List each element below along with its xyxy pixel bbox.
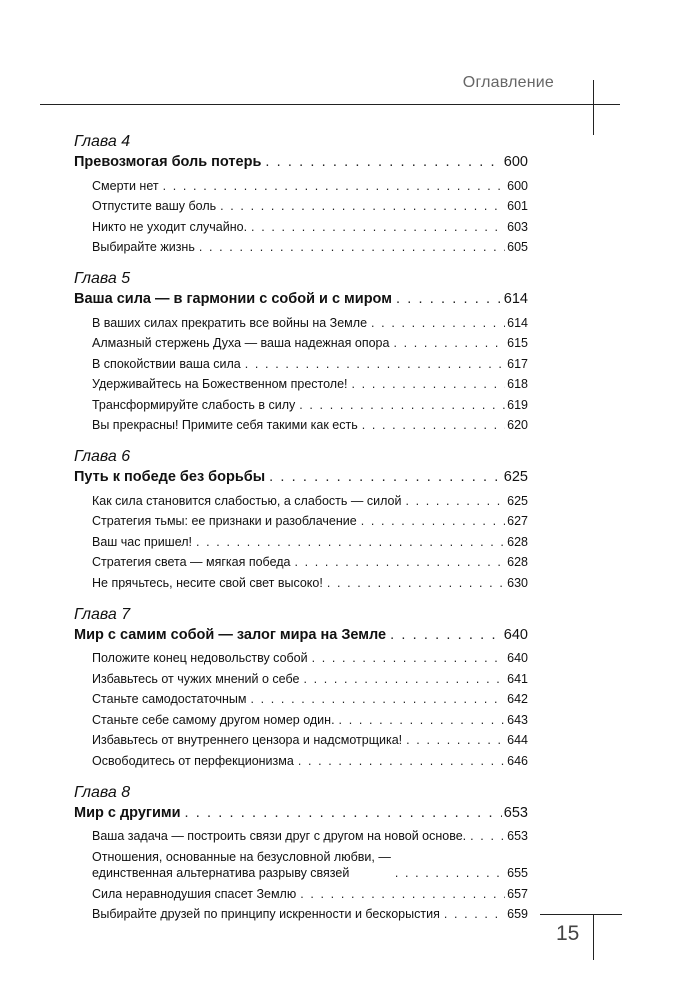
dot-leader (245, 356, 505, 372)
chapter-label: Глава 7 (74, 605, 131, 623)
toc-entry (92, 488, 528, 509)
chapter-label: Глава 4 (74, 133, 131, 150)
toc-entry-title: Выбирайте жизнь (92, 240, 195, 254)
toc-entry (92, 331, 528, 352)
toc-entry (92, 728, 528, 749)
toc-entry-title: Станьте самодостаточным (92, 692, 247, 706)
dot-leader (393, 335, 505, 351)
chapter-title: Мир с другими (74, 804, 181, 821)
toc-entry (92, 310, 528, 331)
running-header-title: Оглавление (462, 74, 554, 91)
dot-leader (327, 575, 505, 591)
toc-entry-page-number: 641 (507, 671, 528, 686)
toc-entry-title: Стратегия тьмы: ее признаки и разоблачение (92, 514, 357, 528)
toc-entry (92, 372, 528, 393)
toc-entry-title: Положите конец недовольству собой (92, 651, 308, 665)
toc-entry-page-number: 640 (507, 651, 528, 665)
toc-entry-title: Трансформируйте слабость в силу (92, 397, 296, 412)
dot-leader (269, 466, 502, 488)
toc-entry-page-number: 603 (507, 219, 528, 234)
toc-entry (92, 413, 528, 434)
dot-leader (312, 650, 506, 666)
toc-entry (92, 214, 528, 235)
dot-leader (395, 865, 505, 881)
chapter-page-number: 640 (503, 626, 528, 643)
toc-entry-title: Освободитесь от перфекционизма (92, 753, 294, 768)
header-rule (40, 104, 620, 105)
toc-entry-page-number: 601 (507, 199, 528, 213)
toc-entry (92, 707, 528, 728)
footer-rule (540, 914, 622, 915)
toc-entry-title: Вы прекрасны! Примите себя такими как есть (92, 418, 358, 432)
toc-entry-title: В ваших силах прекратить все войны на Земле (92, 315, 368, 330)
dot-leader (390, 624, 502, 646)
toc-entry-page-number: 614 (507, 315, 528, 330)
toc-entry-page-number: 625 (507, 493, 528, 508)
chapter-title-line (74, 151, 528, 173)
toc-entry-page-number: 628 (507, 534, 528, 549)
toc-entry-page-number: 619 (507, 397, 528, 412)
chapter-title: Превозмогая боль потерь (74, 154, 262, 170)
chapter-label: Глава 6 (74, 448, 131, 465)
dot-leader (362, 417, 505, 433)
toc-entry-title: Удерживайтесь на Божественном престоле! (92, 377, 348, 391)
dot-leader (163, 178, 506, 194)
dot-leader (406, 732, 505, 748)
toc-entry-title: Сила неравнодушия спасет Землю (92, 886, 297, 901)
dot-leader (303, 671, 505, 687)
dot-leader (371, 315, 505, 331)
toc-entry-title: Никто не уходит случайно. (92, 219, 248, 234)
toc-entry-title: Смерти нет (92, 178, 159, 193)
toc-entry (92, 646, 528, 667)
toc-entry-page-number: 620 (507, 418, 528, 432)
table-of-contents (74, 132, 528, 936)
toc-entry (92, 902, 528, 923)
header-vertical-rule (593, 80, 594, 135)
toc-entry-title: В спокойствии ваша сила (92, 356, 241, 371)
chapter-title-line (74, 802, 528, 824)
dot-leader (298, 753, 505, 769)
dot-leader (470, 828, 505, 844)
toc-entry (92, 509, 528, 530)
dot-leader (300, 886, 505, 902)
dot-leader (265, 151, 501, 173)
toc-entry-title: Стратегия света — мягкая победа (92, 555, 291, 569)
dot-leader (299, 397, 505, 413)
dot-leader (339, 712, 506, 728)
dot-leader (396, 288, 502, 310)
toc-entry-page-number: 618 (507, 377, 528, 391)
chapter-page-number: 653 (503, 804, 528, 821)
chapter-page-number: 600 (503, 154, 528, 170)
toc-entry-title: Не прячьтесь, несите свой свет высоко! (92, 575, 323, 590)
chapter-title-line (74, 466, 528, 488)
toc-entry-page-number: 644 (507, 733, 528, 747)
dot-leader (251, 219, 505, 235)
toc-entry (92, 844, 528, 881)
dot-leader (185, 802, 502, 824)
chapter-section (74, 605, 528, 769)
chapter-label: Глава 5 (74, 270, 131, 287)
toc-entry-title: Избавьтесь от чужих мнений о себе (92, 671, 300, 686)
toc-entry-page-number: 628 (507, 555, 528, 569)
dot-leader (405, 493, 505, 509)
toc-entry-title: Избавьтесь от внутреннего цензора и надсмотрщика! (92, 733, 403, 747)
toc-entry-title: Как сила становится слабостью, а слабость — силой (92, 493, 402, 508)
chapter-title: Мир с самим собой — залог мира на Земле (74, 626, 387, 643)
toc-entry-page-number: 617 (507, 356, 528, 371)
toc-entry-page-number: 643 (507, 712, 528, 727)
toc-entry-page-number: 615 (507, 336, 528, 350)
toc-entry-page-number: 630 (507, 575, 528, 590)
toc-entry-page-number: 627 (507, 514, 528, 528)
toc-entry-title: Отпустите вашу боль (92, 199, 217, 213)
toc-entry (92, 550, 528, 571)
toc-entry (92, 173, 528, 194)
toc-entry (92, 666, 528, 687)
toc-entry (92, 748, 528, 769)
dot-leader (444, 906, 505, 922)
toc-entry-title: Ваш час пришел! (92, 534, 193, 549)
dot-leader (220, 198, 505, 214)
toc-entry (92, 194, 528, 215)
toc-entry (92, 570, 528, 591)
toc-entry (92, 687, 528, 708)
chapter-title-line (74, 624, 528, 646)
chapter-section (74, 783, 528, 923)
dot-leader (251, 691, 506, 707)
dot-leader (196, 534, 505, 550)
toc-entry (92, 824, 528, 845)
toc-entry-page-number: 642 (507, 692, 528, 706)
chapter-title-line (74, 288, 528, 310)
toc-entry-page-number: 605 (507, 240, 528, 254)
dot-leader (361, 513, 505, 529)
chapter-title: Путь к победе без борьбы (74, 469, 266, 485)
toc-entry-page-number: 653 (507, 829, 528, 843)
chapter-label: Глава 8 (74, 783, 131, 801)
chapter-section (74, 132, 528, 255)
toc-entry-page-number: 646 (507, 753, 528, 768)
chapter-title: Ваша сила — в гармонии с собой и с миром (74, 291, 392, 307)
chapter-section (74, 269, 528, 433)
toc-entry-title: Ваша задача — построить связи друг с другом на новой основе. (92, 829, 467, 843)
page-number: 15 (556, 922, 580, 945)
dot-leader (352, 376, 506, 392)
toc-entry (92, 881, 528, 902)
toc-entry-title: Выбирайте друзей по принципу искренности и бескорыстия (92, 907, 440, 921)
toc-entry (92, 392, 528, 413)
toc-entry (92, 529, 528, 550)
toc-entry-page-number: 657 (507, 886, 528, 901)
toc-entry (92, 351, 528, 372)
toc-entry-title: Алмазный стержень Духа — ваша надежная опора (92, 336, 390, 350)
toc-entry (92, 235, 528, 256)
toc-entry-page-number: 600 (507, 178, 528, 193)
toc-entry-page-number: 655 (507, 866, 528, 880)
chapter-page-number: 625 (503, 469, 528, 485)
dot-leader (199, 239, 505, 255)
toc-entry-page-number: 659 (507, 907, 528, 921)
chapter-section (74, 447, 528, 591)
chapter-page-number: 614 (503, 291, 528, 307)
footer-vertical-rule (593, 914, 594, 960)
toc-entry-title: Отношения, основанные на безусловной любви, — единственная альтернатива разрыву связей (92, 850, 391, 880)
dot-leader (295, 554, 506, 570)
toc-entry-title: Станьте себе самому другом номер один. (92, 712, 335, 727)
